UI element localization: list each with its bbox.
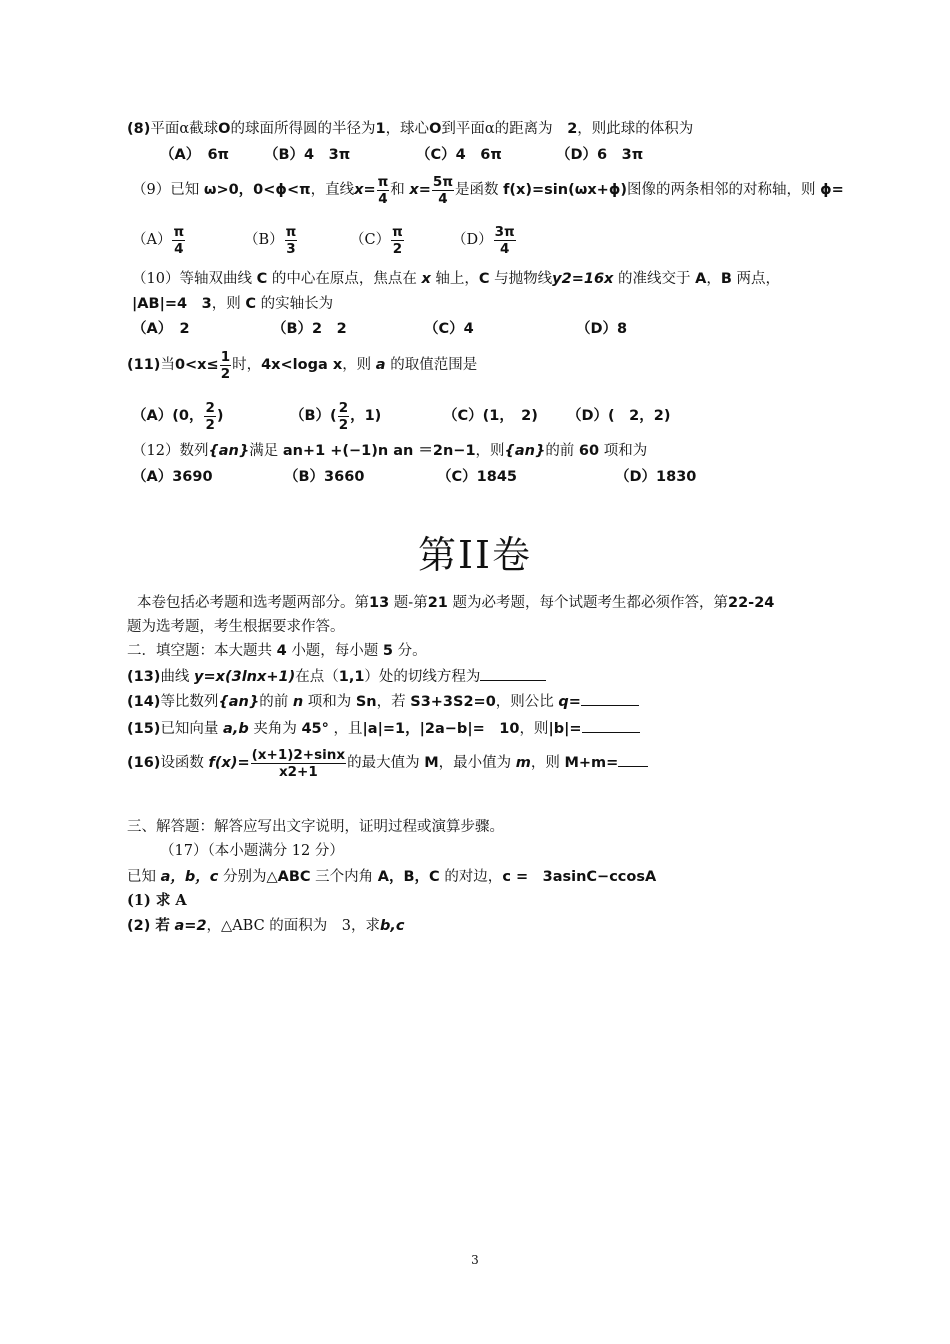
q8-option-b: （B）4 3π [264,147,351,163]
q16-frac: $\frac{(x+1)2+\sin x}{x2+1}$ [251,746,346,780]
q11-option-d: （D）( 2，2) [567,408,671,424]
q10-option-c: （C）4 [424,321,474,337]
q11-stem: (11)当0<x≤ $\frac{1}{2}$ 时，4x<loga x，则 a 的取值范围是 [127,348,478,382]
intro-line2: 题为选考题，考生根据要求作答。 [127,619,345,635]
intro-line1: 本卷包括必考题和选考题两部分。第13 题-第21 题为必考题，每个试题考生都必须作答，第22-24 [137,595,775,611]
q10-stem-line2: |AB|=4 3，则 C 的实轴长为 [132,296,334,312]
q11-option-b: （B）( $\frac{2}{2}$ ，1) [290,399,382,433]
q8-option-c: （C）4 6π [416,147,502,163]
q14: (14)等比数列{an}的前 n 项和为 Sn，若 S3+3S2=0，则公比 q= [127,691,639,711]
q17-part-1: (1) 求 A [127,892,187,909]
q9-frac-1: $\frac{\pi}{4}$ [377,173,389,207]
fill-header: 二．填空题：本大题共 4 小题，每小题 5 分。 [127,643,427,659]
q8-option-a: （A） 6π [160,147,230,163]
section-title: 第II卷 [417,533,533,577]
q16-answer-blank[interactable] [618,752,648,767]
q12-option-b: （B）3660 [284,469,365,485]
q14-answer-blank[interactable] [581,691,639,706]
page-number: 3 [471,1253,479,1267]
solve-header: 三、解答题：解答应写出文字说明，证明过程或演算步骤。 [127,819,504,835]
q17-heading: （17）（本小题满分 12 分） [160,843,344,859]
q12-option-d: （D）1830 [615,469,697,485]
q10-stem-line1: （10）等轴双曲线 C 的中心在原点，焦点在 x 轴上，C 与抛物线y2=16x 的准线交于 A，B 两点， [132,271,781,287]
q9-frac-2: $\frac{5\pi}{4}$ [432,173,453,207]
q9-option-a: （A） $\frac{\pi}{4}$ [132,223,185,257]
q8-option-d: （D）6 3π [556,147,644,163]
q17-stem: 已知 a，b，c 分别为△ABC 三个内角 A，B，C 的对边，c = 3asinC−ccosA [127,869,657,885]
q13-answer-blank[interactable] [480,666,546,681]
q10-option-b: （B）2 2 [272,321,347,337]
q16: (16)设函数 f(x)= $\frac{(x+1)2+\sin x}{x2+1}$ 的最大值为 M，最小值为 m，则 M+m= [127,744,648,782]
q11-option-c: （C）(1， 2) [443,408,538,424]
q12-option-a: （A）3690 [132,469,213,485]
q9-option-b: （B） $\frac{\pi}{3}$ [244,223,297,257]
q15: (15)已知向量 a,b 夹角为 45° ，且|a|=1，|2a−b|= 10，则|b|= [127,718,640,738]
q17-part-2: (2) 若 a=2，△ABC 的面积为 3，求b,c [127,918,405,934]
q12-option-c: （C）1845 [437,469,517,485]
q13: (13)曲线 y=x(3lnx+1)在点（1,1）处的切线方程为 [127,666,546,686]
q15-answer-blank[interactable] [582,718,640,733]
q10-option-d: （D）8 [576,321,628,337]
q11-option-a: （A）(0， $\frac{2}{2}$ ) [132,399,224,433]
q9-option-c: （C） $\frac{\pi}{2}$ [350,223,403,257]
q10-option-a: （A） 2 [132,321,190,337]
q9-stem: （9）已知 ω>0，0<ϕ<π，直线x= $\frac{\pi}{4}$ 和 x= $\frac{5\pi}{4}$ 是函数 f(x)=sin(ωx+ϕ)图像的两条相邻的对称轴，则 ϕ= [132,173,844,207]
q9-option-d: （D） $\frac{3\pi}{4}$ [452,223,515,257]
q8-stem: (8)平面α截球O的球面所得圆的半径为1，球心O到平面α的距离为 2，则此球的体积为 [127,121,694,137]
q12-stem: （12）数列{an}满足 an+1 +(−1)n an ＝2n−1，则{an}的前 60 项和为 [132,443,648,459]
